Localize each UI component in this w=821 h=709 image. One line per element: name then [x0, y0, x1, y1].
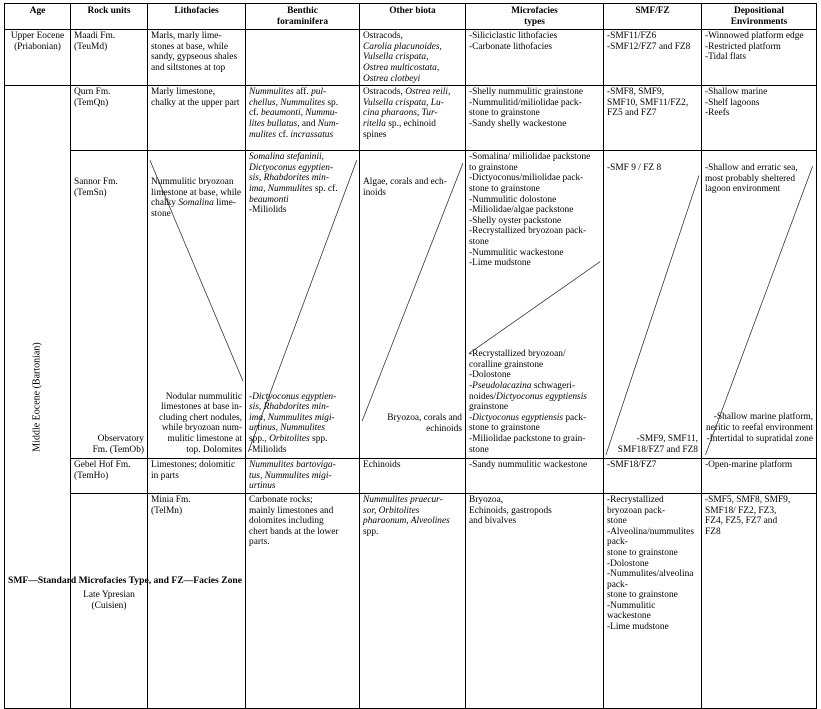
smf-divider-line [604, 151, 701, 458]
benthic-qurn-l3: cf. beaumonti, Nummu- [249, 108, 338, 119]
micro-obs-l7: -Dictyoconus egyptiensis pack- [469, 412, 587, 423]
litho-sannor-l4: stone [151, 208, 171, 219]
micro-sannor-l4: stone to grainstone [469, 183, 540, 194]
smf-obs-l2: SMF18/FZ7 and FZ8 [617, 444, 698, 455]
micro-qurn-l2: -Nummulitid/miliolidae pack- [469, 97, 582, 108]
env-qurn-l2: -Shelf lagoons [705, 97, 760, 108]
smf-maadi [604, 30, 702, 86]
env-obs-l3: -Intertidal to supratidal zone [706, 433, 813, 444]
smf-qurn [604, 86, 702, 151]
env-maadi-l1: -Winnowed platform edge [705, 31, 804, 42]
micro-minia-l1: -Recrystallized bryozoan pack- [607, 494, 666, 516]
micro-minia-l9: -Lime mudstone [607, 622, 669, 633]
litho-obs-l3: cluding chert nodules, [158, 412, 242, 423]
smf-qurn-l1: -SMF8, SMF9, [607, 87, 665, 98]
benthic-minia-l3: pharaonum, Alveolines spp. [363, 516, 450, 537]
biota-qurn-l4: ritella sp., echinoid [363, 118, 436, 129]
benthic-maadi [246, 30, 360, 86]
smf-minia [702, 493, 817, 708]
biota-maadi-l3: Vulsella crispata, [363, 52, 429, 63]
unit-qurn-l1: Qurn Fm. [74, 87, 111, 98]
header-depositional [702, 4, 817, 30]
micro-sannor-l8: -Recrystallized bryozoan pack- [469, 226, 587, 237]
unit-sannor-observatory [71, 151, 148, 459]
litho-sannor-observatory [148, 151, 246, 459]
biota-sannor-l1: Algae, corals and ech- [363, 177, 447, 188]
smf-sannor [607, 163, 698, 174]
micro-minia-l3: -Alveolina/nummulites pack- [607, 526, 694, 548]
litho-maadi-l4: and siltstones at top [151, 62, 226, 73]
biota-minia-l1: Bryozoa, [469, 494, 504, 505]
litho-obs-l6: top. Dolomites [186, 444, 242, 455]
unit-obs-l2: Fm. (TemOb) [92, 444, 144, 455]
litho-maadi-l2: stones at base, while [151, 41, 229, 52]
micro-sannor-l6: -Miliolidae/algae packstone [469, 205, 574, 216]
micro-sannor [469, 152, 600, 269]
micro-sannor-observatory [466, 151, 604, 459]
env-qurn [702, 86, 817, 151]
age-middle-eocene [5, 86, 71, 709]
micro-qurn-l1: -Shelly nummulitic grainstone [469, 87, 584, 98]
biota-maadi-l4: Ostrea multicostata, [363, 62, 440, 73]
smf-qurn-l3: FZ5 and FZ7 [607, 108, 657, 119]
micro-qurn-l4: -Sandy shelly wackestone [469, 118, 567, 129]
benthic-gebel-l1: Nummulites bartoviga- [249, 460, 336, 471]
header-benthic-l2: foraminifera [276, 16, 329, 27]
benthic-gebel-l2: tus, Nummulites migi- [249, 470, 332, 481]
litho-obs-l2: limestones at base in- [161, 402, 242, 413]
benthic-sannor-l3: sis, Rhabdorites min- [249, 173, 329, 184]
header-age: Age [5, 4, 71, 30]
micro-sannor-l10: -Nummulitic wackestone [469, 247, 564, 258]
litho-sannor-l2: limestone at base, while [151, 187, 242, 198]
smf-sannor-l1: -SMF 9 / FZ 8 [607, 163, 662, 174]
smf-observatory [607, 434, 698, 455]
header-lithofacies: Lithofacies [148, 4, 246, 30]
litho-sannor [151, 177, 242, 219]
facies-table [4, 3, 817, 709]
micro-sannor-l5: -Nummulitic dolostone [469, 194, 557, 205]
biota-qurn-l1: Ostracods, Ostrea reili, [363, 87, 451, 98]
header-row [5, 4, 817, 30]
row-minia [5, 493, 817, 708]
litho-maadi-l3: sandy, gypseous shales [151, 52, 238, 63]
micro-sannor-l9: stone [469, 236, 489, 247]
biota-minia-l2: Echinoids, gastropods [469, 505, 552, 516]
micro-minia-l8: -Nummulitic wackestone [607, 600, 656, 622]
unit-minia [148, 493, 246, 708]
micro-sannor-l11: -Lime mudstone [469, 258, 531, 269]
benthic-sannor-l6: -Miliolids [249, 205, 287, 216]
micro-minia-l5: -Dolostone [607, 558, 649, 569]
micro-maadi [466, 30, 604, 86]
env-gebel: -Open-marine platform [702, 459, 817, 494]
litho-minia-l4: chert bands at the lower [249, 526, 339, 537]
row-maadi [5, 30, 817, 86]
litho-maadi-l1: Marls, marly lime- [151, 31, 222, 42]
benthic-observatory [249, 392, 356, 456]
benthic-obs-l2: sis, Rhabdorites min- [249, 402, 329, 413]
litho-minia-l1: Carbonate rocks; [249, 494, 313, 505]
age-ly-l2: (Cuisien) [91, 600, 127, 611]
smf-sannor-observatory [604, 151, 702, 459]
micro-sannor-l2: to grainstone [469, 162, 518, 173]
litho-minia [246, 493, 360, 708]
litho-gebel [148, 459, 246, 494]
env-maadi-l2: -Restricted platform [705, 41, 781, 52]
benthic-qurn-l5: mulites cf. incrassatus [249, 129, 334, 140]
unit-obs-l1: Observatory [97, 433, 144, 444]
biota-sannor-l2: inoids [363, 187, 386, 198]
litho-minia-l2: mainly limestones and [249, 505, 334, 516]
micro-minia-l2: stone [607, 516, 627, 527]
unit-gebel [71, 459, 148, 494]
micro-gebel: -Sandy nummulitic wackestone [466, 459, 604, 494]
micro-obs-l5: noides/Dictyoconus egyptiensis [469, 391, 587, 402]
benthic-qurn-l1: Nummulites aff. pul- [249, 87, 327, 98]
benthic-obs-l4: urtinus, Nummulites [249, 423, 326, 434]
header-microfacies [466, 4, 604, 30]
header-other-biota: Other biota [360, 4, 466, 30]
benthic-sannor-observatory [246, 151, 360, 459]
micro-qurn-l3: stone to grainstone [469, 108, 540, 119]
biota-qurn-l2: Vulsella crispata, Lu- [363, 97, 444, 108]
env-sannor-l3: lagoon environment [705, 184, 781, 195]
litho-qurn [148, 86, 246, 151]
benthic-minia [360, 493, 466, 708]
benthic-obs-l5: spp., Orbitolites spp. [249, 433, 328, 444]
benthic-qurn-l2: chellus, Nummulites sp. [249, 97, 339, 108]
unit-sannor-l2: (TemSn) [74, 187, 107, 198]
unit-qurn-l2: (TemQn) [74, 97, 109, 108]
smf-maadi-l1: -SMF11/FZ6 [607, 31, 657, 42]
unit-observatory [74, 434, 144, 455]
header-dep-l2: Environments [730, 16, 788, 27]
env-obs-l2: neritic to reefal environment [706, 422, 813, 433]
benthic-obs-l3: ima, Nummulites migi- [249, 412, 335, 423]
benthic-minia-l1: Nummulites praecur- [363, 494, 443, 505]
benthic-qurn-l4: lites bullatus, and Num- [249, 118, 339, 129]
header-micro-l2: types [524, 16, 545, 27]
env-maadi [702, 30, 817, 86]
litho-obs-l5: mulitic limestone at [167, 433, 242, 444]
micro-sannor-l7: -Shelly oyster packstone [469, 215, 562, 226]
biota-minia-l3: and bivalves [469, 516, 517, 527]
env-sannor-l2: most probably sheltered [705, 173, 796, 184]
header-benthic-l1: Benthic [287, 6, 318, 16]
micro-minia-l6: -Nummulites/alveolina pack- [607, 569, 694, 590]
benthic-sannor [249, 152, 356, 216]
litho-minia-l3: dolomites including [249, 516, 324, 527]
age-ue-l1: Upper Eocene [10, 31, 65, 42]
unit-maadi-l2: (TeuMd) [74, 41, 108, 52]
benthic-obs-l1: -Dictyoconus egyptien- [249, 391, 337, 402]
micro-obs-l6: grainstone [469, 402, 509, 413]
micro-obs-l10: stone [469, 444, 489, 455]
unit-sannor [74, 177, 144, 198]
benthic-sannor-l5: beaumonti [249, 194, 289, 205]
age-middle-eocene-label: Middle Eocene (Bartonian) [31, 342, 43, 452]
unit-minia-l1: Minia Fm. [151, 494, 191, 505]
micro-minia-l7: stone to grainstone [607, 590, 678, 601]
smf-minia-l1: -SMF5, SMF8, SMF9, [705, 494, 791, 505]
benthic-gebel-l3: urtinus [249, 481, 276, 492]
header-benthic [246, 4, 360, 30]
smf-gebel: -SMF18/FZ7 [604, 459, 702, 494]
micro-obs-l8: stone to grainstone [469, 423, 540, 434]
litho-minia-l5: parts. [249, 537, 270, 548]
smf-minia-l2: SMF18/ FZ2, FZ3, [705, 505, 777, 516]
smf-minia-l4: FZ8 [705, 526, 721, 537]
age-late-ypresian [71, 493, 148, 708]
micro-obs-l2: coralline grainstone [469, 359, 544, 370]
litho-maadi [148, 30, 246, 86]
benthic-minia-l2: sor, Orbitolites [363, 505, 420, 516]
age-ly-l1: Late Ypresian [83, 590, 135, 601]
biota-maadi-l2: Carolia placunoides, [363, 41, 442, 52]
unit-minia-l2: (TelMn) [151, 505, 183, 516]
env-sannor-observatory [702, 151, 817, 459]
unit-gebel-l2: (TemHo) [74, 470, 109, 481]
micro-minia-l4: stone to grainstone [607, 547, 678, 558]
micro-sannor-l3: -Dictyoconus/miliolidae pack- [469, 173, 584, 184]
env-qurn-l1: -Shallow marine [705, 87, 768, 98]
smf-maadi-l2: -SMF12/FZ7 and FZ8 [607, 41, 691, 52]
biota-observatory [363, 413, 462, 434]
litho-qurn-l1: Marly limestone, [151, 87, 216, 98]
unit-gebel-l1: Gebel Hof Fm. [74, 460, 131, 471]
env-obs-l1: -Shallow marine platform, [713, 412, 813, 423]
row-sannor-observatory [5, 151, 817, 459]
header-rock-units: Rock units [71, 4, 148, 30]
litho-obs-l1: Nodular nummulitic [165, 391, 242, 402]
biota-gebel: Echinoids [360, 459, 466, 494]
row-gebel-hof [5, 459, 817, 494]
benthic-sannor-l4: ima, Nummulites sp. cf. [249, 183, 338, 194]
litho-sannor-l1: Nummulitic bryozoan [151, 177, 234, 188]
smf-minia-l3: FZ4, FZ5, FZ7 and [705, 516, 778, 527]
env-maadi-l3: -Tidal flats [705, 52, 747, 63]
litho-observatory [151, 392, 242, 456]
micro-obs-l9: -Miliolidae packstone to grain- [469, 433, 586, 444]
unit-qurn [71, 86, 148, 151]
row-qurn [5, 86, 817, 151]
smf-obs-l1: -SMF9, SMF11, [636, 433, 698, 444]
benthic-obs-l6: -Miliolids [249, 444, 287, 455]
benthic-sannor-l1: Somalina stefaninii, [249, 152, 324, 163]
header-dep-l1: Depositional [733, 6, 784, 16]
biota-minia [466, 493, 604, 708]
biota-qurn-l5: spines [363, 129, 387, 140]
env-sannor [705, 163, 813, 195]
litho-qurn-l2: chalky at the upper part [151, 97, 240, 108]
benthic-sannor-l2: Dictyoconus egyptien- [249, 162, 334, 173]
micro-obs-l4: -Pseudolacazina schwageri- [469, 381, 575, 391]
biota-maadi-l5: Ostrea clotbeyi [363, 73, 421, 84]
micro-observatory [469, 349, 600, 455]
env-observatory [705, 412, 813, 444]
litho-gebel-l2: in parts [151, 470, 179, 481]
env-sannor-l1: -Shallow and erratic sea, [705, 163, 798, 174]
benthic-gebel [246, 459, 360, 494]
litho-gebel-l1: Limestones; dolomitic [151, 460, 236, 471]
micro-maadi-l1: -Siliciclastic lithofacies [469, 31, 558, 42]
biota-obs-l1: Bryozoa, corals and [387, 412, 462, 423]
litho-obs-l4: while bryozoan num- [161, 423, 242, 434]
smf-qurn-l2: SMF10, SMF11/FZ2, [607, 97, 689, 108]
micro-minia [604, 493, 702, 708]
age-ue-l2: (Priabonian) [14, 41, 61, 52]
env-qurn-l3: -Reefs [705, 108, 730, 119]
biota-maadi [360, 30, 466, 86]
biota-maadi-l1: Ostracods, [363, 31, 403, 42]
biota-qurn [360, 86, 466, 151]
biota-sannor [363, 177, 462, 198]
biota-sannor-observatory [360, 151, 466, 459]
header-micro-l1: Microfacies [511, 6, 558, 16]
benthic-qurn [246, 86, 360, 151]
header-smf-fz: SMF/FZ [604, 4, 702, 30]
micro-sannor-l1: -Somalina/ miliolidae packstone [469, 152, 591, 163]
biota-obs-l2: echinoids [426, 423, 462, 434]
unit-maadi-l1: Maadi Fm. [74, 31, 116, 42]
litho-sannor-l3: chalky Somalina lime- [151, 198, 236, 209]
age-upper-eocene [5, 30, 71, 86]
biota-qurn-l3: cina pharaons, Tur- [363, 108, 438, 119]
unit-sannor-l1: Sannor Fm. [74, 177, 118, 188]
micro-qurn [466, 86, 604, 151]
micro-obs-l3: -Dolostone [469, 370, 511, 381]
micro-maadi-l2: -Carbonate lithofacies [469, 41, 553, 52]
micro-obs-l1: -Recrystallized bryozoan/ [469, 349, 566, 360]
unit-maadi [71, 30, 148, 86]
footnote: SMF—Standard Microfacies Type, and FZ—Facies Zone [8, 575, 242, 586]
